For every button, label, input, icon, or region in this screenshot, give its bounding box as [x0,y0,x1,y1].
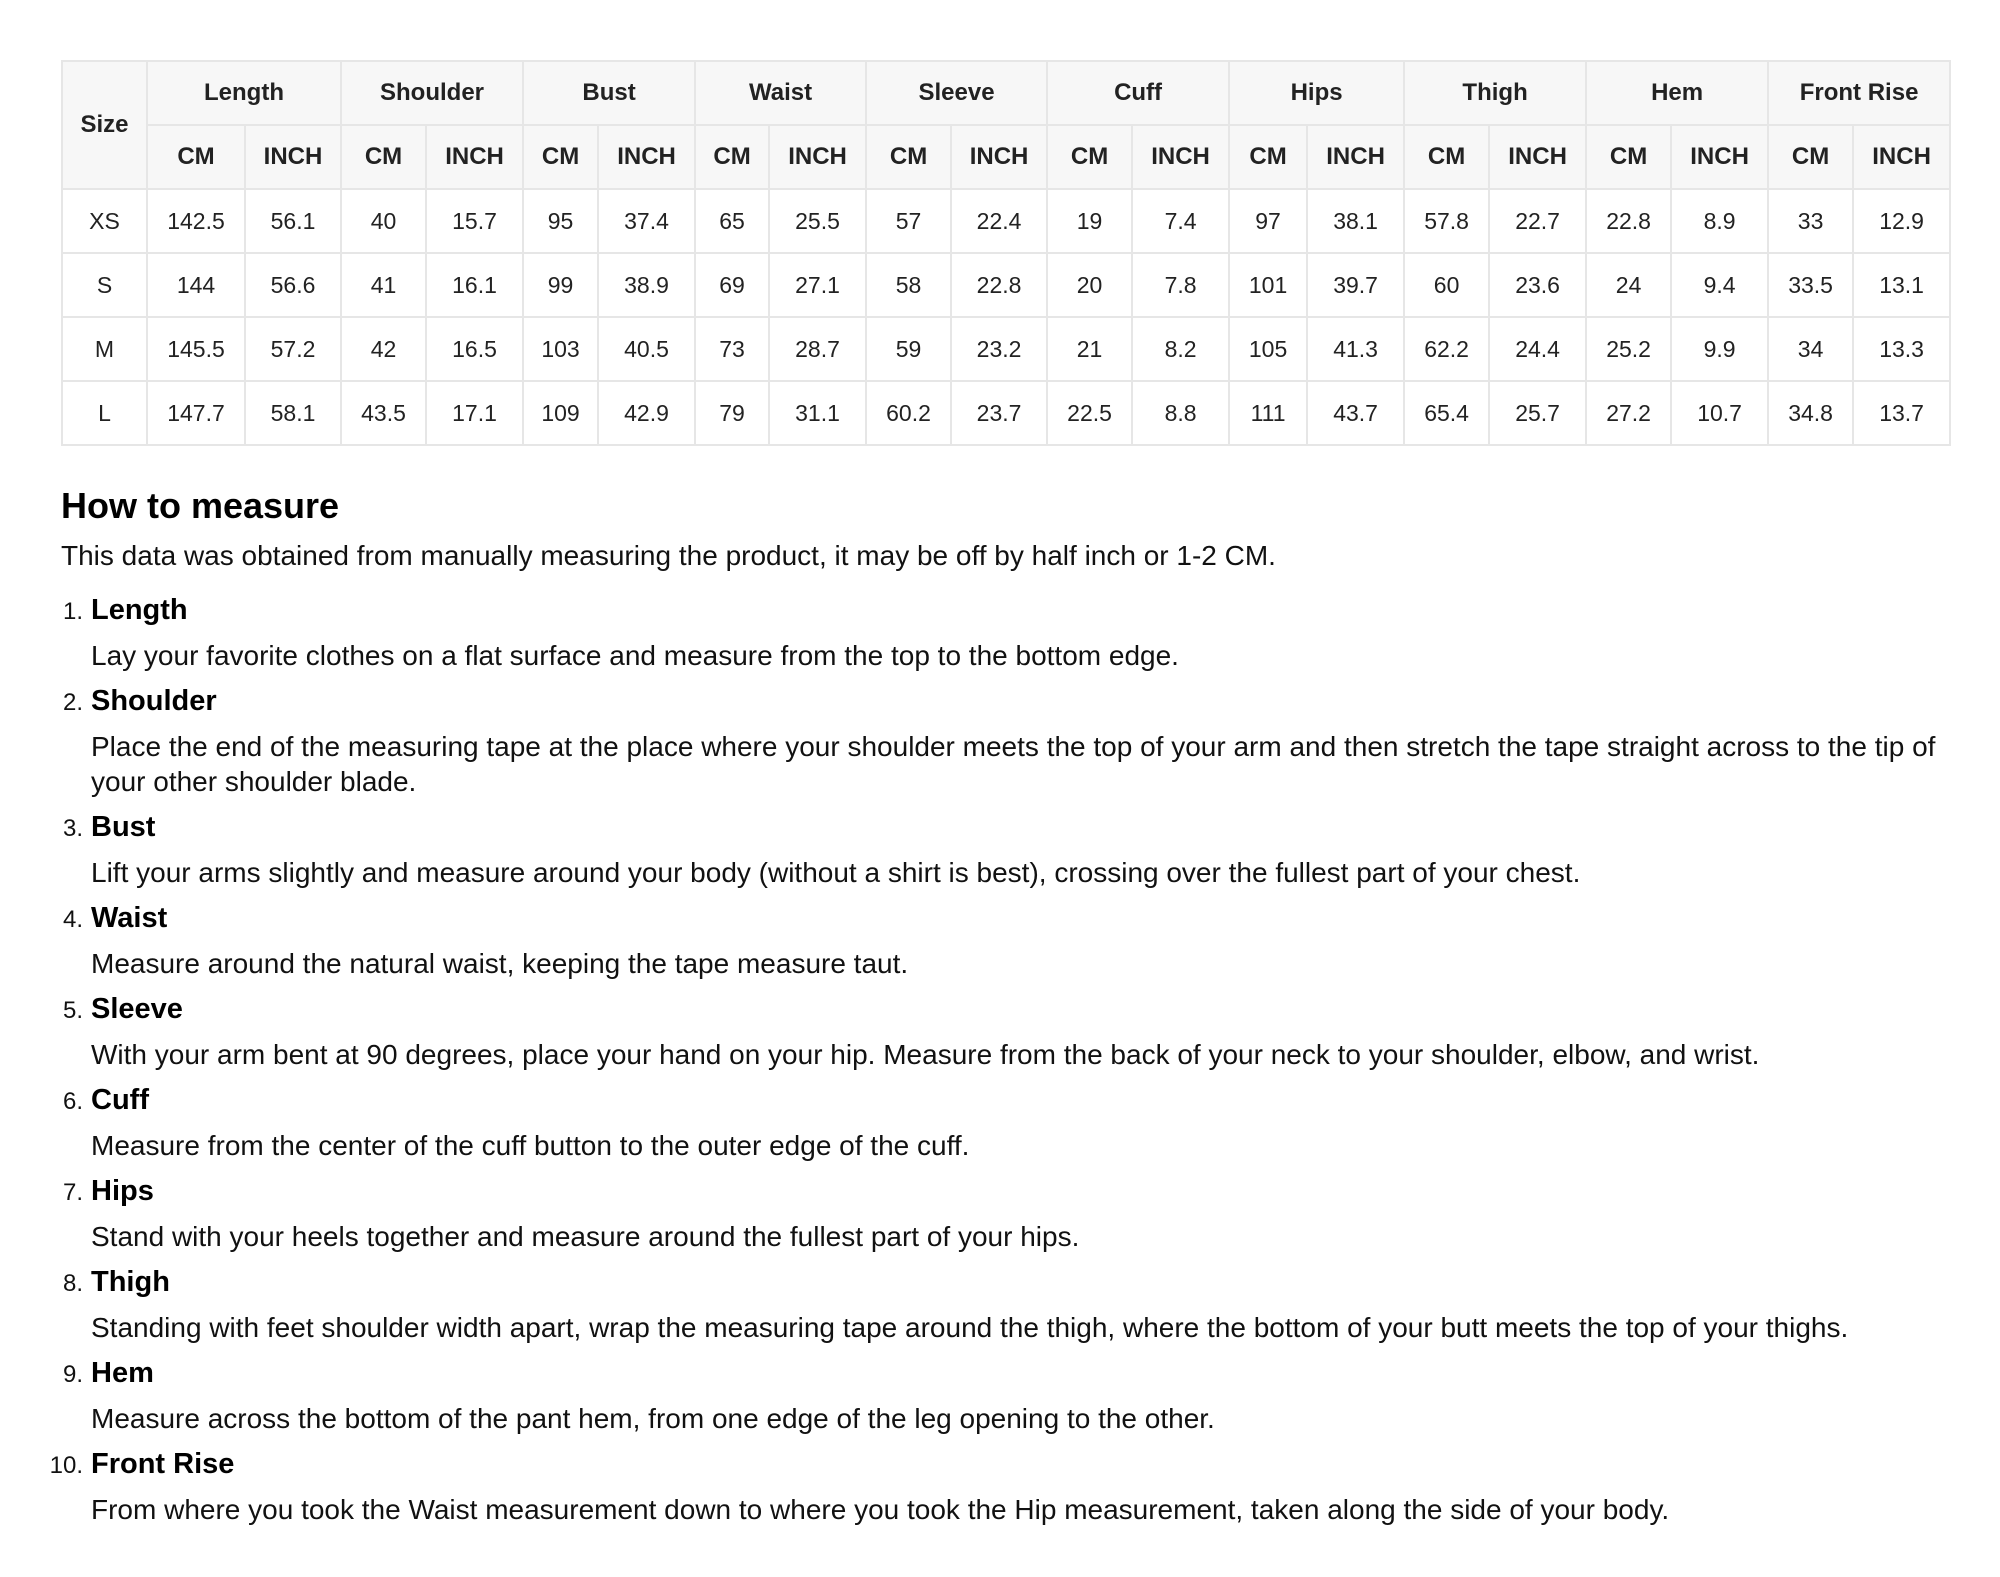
list-item [61,1264,1949,1345]
step-title: Shoulder [91,685,217,717]
table-cell: 17.1 [426,381,523,445]
table-row [62,317,1950,381]
table-cell: 39.7 [1307,253,1404,317]
table-cell: 41.3 [1307,317,1404,381]
step-description: Lay your favorite clothes on a flat surface and measure from the top to the bottom edge. [91,640,1179,671]
table-cell: 21 [1047,317,1132,381]
table-cell: 142.5 [147,189,245,253]
table-cell: 23.7 [951,381,1047,445]
table-cell: 22.5 [1047,381,1132,445]
table-cell: 31.1 [769,381,866,445]
table-cell: 109 [523,381,598,445]
table-cell: 13.3 [1853,317,1950,381]
step-description: Measure across the bottom of the pant hem, from one edge of the leg opening to the other. [91,1403,1215,1434]
step-description: Standing with feet shoulder width apart, wrap the measuring tape around the thigh, where the bottom of your butt meets the top of your thighs. [91,1312,1849,1343]
step-description: Stand with your heels together and measure around the fullest part of your hips. [91,1221,1080,1252]
table-cell: 23.2 [951,317,1047,381]
table-cell: 65.4 [1404,381,1489,445]
table-cell: 59 [866,317,951,381]
table-cell: 57.2 [245,317,341,381]
list-item [61,592,1949,673]
measurement-header: Sleeve [866,61,1047,125]
step-number: 8. [62,1270,83,1297]
table-cell: 103 [523,317,598,381]
table-cell: 25.5 [769,189,866,253]
table-cell: 22.8 [1586,189,1671,253]
table-cell: 25.2 [1586,317,1671,381]
measurement-header: Length [147,61,341,125]
table-cell: 40 [341,189,426,253]
table-cell: 60.2 [866,381,951,445]
unit-header-inch: INCH [245,125,341,189]
step-description: With your arm bent at 90 degrees, place your hand on your hip. Measure from the back of your neck to your shoulder, elbow, and wrist. [91,1039,1760,1070]
table-cell: 43.7 [1307,381,1404,445]
table-cell: 38.1 [1307,189,1404,253]
table-cell: 33 [1768,189,1853,253]
table-cell: 16.5 [426,317,523,381]
table-cell: 58 [866,253,951,317]
table-cell: 13.7 [1853,381,1950,445]
table-cell: 34 [1768,317,1853,381]
list-item [61,809,1949,890]
step-description: Lift your arms slightly and measure around your body (without a shirt is best), crossing over the fullest part of your chest. [91,857,1581,888]
table-cell: 25.7 [1489,381,1586,445]
step-number: 7. [62,1179,83,1206]
table-cell: 9.4 [1671,253,1768,317]
table-cell: 79 [695,381,769,445]
table-cell: 38.9 [598,253,695,317]
list-item [61,991,1949,1072]
unit-header-cm: CM [1404,125,1489,189]
measurement-header: Hem [1586,61,1768,125]
step-number: 3. [62,815,83,842]
table-cell: 12.9 [1853,189,1950,253]
step-number: 1. [62,598,83,625]
table-cell: 7.4 [1132,189,1229,253]
step-number: 5. [62,997,83,1024]
list-item [49,1446,1949,1527]
unit-header-inch: INCH [426,125,523,189]
list-item [61,683,1949,799]
table-cell: 62.2 [1404,317,1489,381]
measurement-header: Shoulder [341,61,523,125]
step-title: Hips [91,1175,154,1207]
size-chart-table [61,60,1951,446]
size-cell: S [62,253,147,317]
unit-header-cm: CM [1229,125,1307,189]
unit-header-cm: CM [1047,125,1132,189]
step-title: Cuff [91,1084,149,1116]
unit-header-cm: CM [866,125,951,189]
table-cell: 23.6 [1489,253,1586,317]
list-item [61,1082,1949,1163]
step-description: Place the end of the measuring tape at the place where your shoulder meets the top of your arm and then stretch the tape straight across to the tip of your other shoulder blade. [91,731,1936,797]
table-cell: 24 [1586,253,1671,317]
unit-header-inch: INCH [1489,125,1586,189]
table-cell: 9.9 [1671,317,1768,381]
step-title: Hem [91,1357,154,1389]
table-cell: 105 [1229,317,1307,381]
unit-header-cm: CM [341,125,426,189]
list-item [61,1355,1949,1436]
step-number: 6. [62,1088,83,1115]
size-cell: M [62,317,147,381]
table-cell: 22.4 [951,189,1047,253]
table-row [62,253,1950,317]
table-cell: 60 [1404,253,1489,317]
table-cell: 27.2 [1586,381,1671,445]
table-cell: 57 [866,189,951,253]
step-number: 10. [49,1452,83,1479]
step-title: Length [91,594,188,626]
measurement-header: Cuff [1047,61,1229,125]
measurement-header-row [62,61,1950,125]
table-cell: 27.1 [769,253,866,317]
step-title: Bust [91,811,156,843]
unit-header-inch: INCH [1307,125,1404,189]
table-cell: 10.7 [1671,381,1768,445]
table-cell: 99 [523,253,598,317]
table-cell: 8.9 [1671,189,1768,253]
table-cell: 144 [147,253,245,317]
table-cell: 33.5 [1768,253,1853,317]
table-cell: 58.1 [245,381,341,445]
unit-header-inch: INCH [1671,125,1768,189]
table-cell: 22.8 [951,253,1047,317]
unit-header-cm: CM [1768,125,1853,189]
table-cell: 42 [341,317,426,381]
table-cell: 40.5 [598,317,695,381]
unit-header-row [62,125,1950,189]
unit-header-inch: INCH [1132,125,1229,189]
how-to-measure-intro: This data was obtained from manually measuring the product, it may be off by half inch or 1-2 CM. [61,540,1276,571]
table-row [62,381,1950,445]
step-number: 2. [62,689,83,716]
step-description: From where you took the Waist measurement down to where you took the Hip measurement, taken along the side of your body. [91,1494,1670,1525]
table-cell: 13.1 [1853,253,1950,317]
list-item [61,1173,1949,1254]
size-cell: L [62,381,147,445]
step-description: Measure around the natural waist, keeping the tape measure taut. [91,948,909,979]
list-item [61,900,1949,981]
unit-header-inch: INCH [951,125,1047,189]
table-cell: 69 [695,253,769,317]
size-header: Size [62,61,147,189]
unit-header-cm: CM [1586,125,1671,189]
step-title: Sleeve [91,993,183,1025]
table-cell: 111 [1229,381,1307,445]
table-cell: 19 [1047,189,1132,253]
table-cell: 8.2 [1132,317,1229,381]
measurement-header: Thigh [1404,61,1586,125]
unit-header-inch: INCH [1853,125,1950,189]
how-to-measure-title: How to measure [61,485,340,526]
table-cell: 7.8 [1132,253,1229,317]
step-title: Front Rise [91,1448,235,1480]
size-chart-body [62,189,1950,445]
step-number: 4. [62,906,83,933]
unit-header-cm: CM [695,125,769,189]
unit-header-cm: CM [523,125,598,189]
table-cell: 56.6 [245,253,341,317]
unit-header-inch: INCH [598,125,695,189]
table-cell: 57.8 [1404,189,1489,253]
table-cell: 43.5 [341,381,426,445]
measurement-header: Hips [1229,61,1404,125]
table-cell: 95 [523,189,598,253]
measure-steps-list [49,592,1949,1527]
table-cell: 15.7 [426,189,523,253]
measurement-header: Bust [523,61,695,125]
table-cell: 41 [341,253,426,317]
table-cell: 24.4 [1489,317,1586,381]
table-cell: 28.7 [769,317,866,381]
table-cell: 97 [1229,189,1307,253]
table-cell: 147.7 [147,381,245,445]
table-cell: 65 [695,189,769,253]
unit-header-inch: INCH [769,125,866,189]
step-title: Thigh [91,1266,170,1298]
measurement-header: Waist [695,61,866,125]
table-cell: 145.5 [147,317,245,381]
measurement-header: Front Rise [1768,61,1950,125]
table-cell: 20 [1047,253,1132,317]
table-cell: 101 [1229,253,1307,317]
page-content [49,60,1949,1537]
table-cell: 42.9 [598,381,695,445]
size-cell: XS [62,189,147,253]
table-row [62,189,1950,253]
table-cell: 73 [695,317,769,381]
step-description: Measure from the center of the cuff button to the outer edge of the cuff. [91,1130,970,1161]
unit-header-cm: CM [147,125,245,189]
step-title: Waist [91,902,168,934]
table-cell: 37.4 [598,189,695,253]
table-cell: 56.1 [245,189,341,253]
table-cell: 16.1 [426,253,523,317]
table-cell: 8.8 [1132,381,1229,445]
table-cell: 22.7 [1489,189,1586,253]
table-cell: 34.8 [1768,381,1853,445]
step-number: 9. [62,1361,83,1388]
